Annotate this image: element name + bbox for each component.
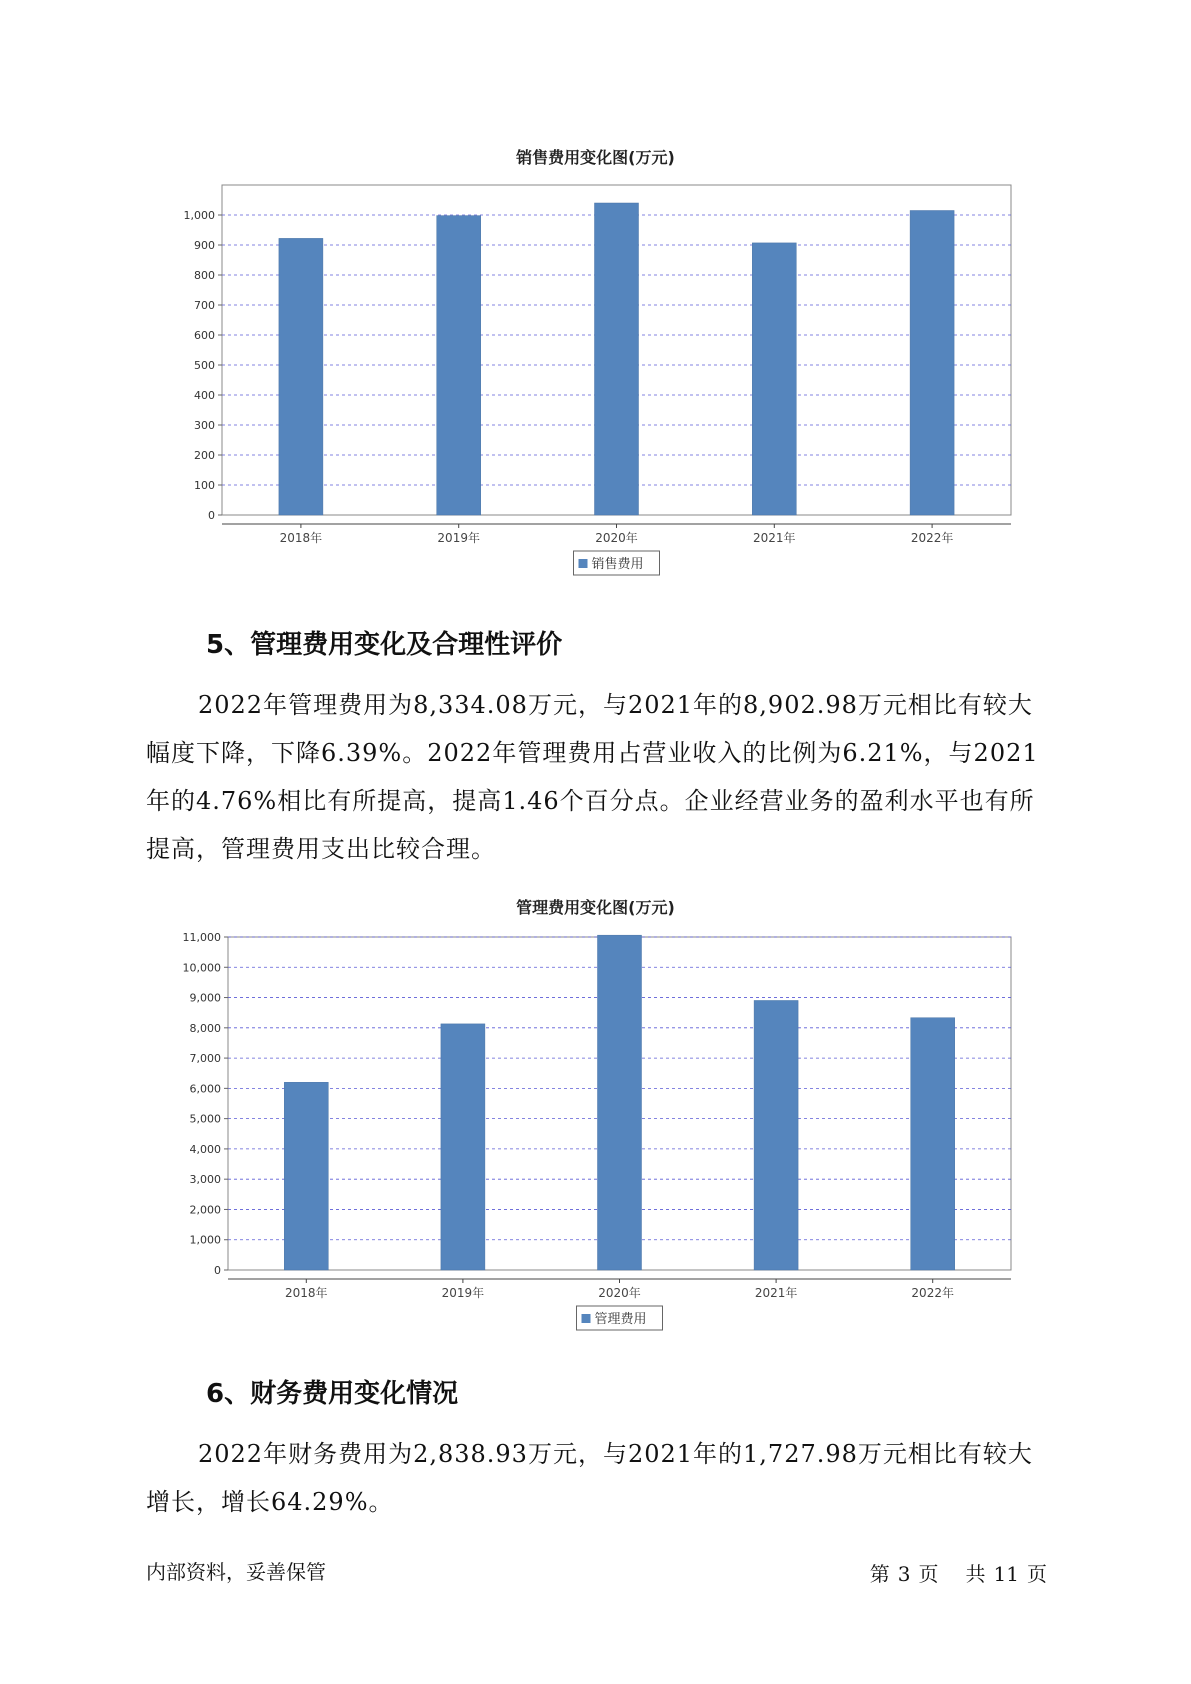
- bar: [595, 203, 639, 515]
- footer-page-prefix: 第: [869, 1562, 890, 1586]
- chart2-title: 管理费用变化图(万元): [516, 898, 675, 917]
- y-tick-label: 1,000: [183, 209, 215, 222]
- y-tick-label: 300: [194, 419, 215, 432]
- bar: [441, 1024, 485, 1270]
- y-tick-label: 0: [208, 509, 215, 522]
- bar: [752, 243, 796, 515]
- y-tick-label: 900: [194, 239, 215, 252]
- section6-heading: 6、财务费用变化情况: [206, 1379, 459, 1409]
- legend-label: 销售费用: [591, 557, 644, 572]
- x-tick-label: 2018年: [285, 1286, 328, 1300]
- y-tick-label: 11,000: [182, 931, 221, 944]
- y-tick-label: 400: [194, 389, 215, 402]
- x-tick-label: 2022年: [911, 1286, 954, 1300]
- footer-total-num: 11: [993, 1562, 1019, 1586]
- section5-heading: 5、管理费用变化及合理性评价: [206, 630, 563, 660]
- x-tick-label: 2021年: [754, 1286, 798, 1300]
- bar: [910, 211, 954, 516]
- bar: [284, 1082, 328, 1270]
- y-tick-label: 200: [194, 449, 215, 462]
- y-tick-label: 0: [214, 1264, 221, 1277]
- y-tick-label: 100: [194, 479, 215, 492]
- legend-swatch: [579, 559, 588, 568]
- chart1-title: 销售费用变化图(万元): [516, 148, 675, 167]
- x-tick-label: 2022年: [910, 531, 954, 545]
- footer-total-prefix: 共: [965, 1562, 986, 1586]
- footer-page-word: 页: [918, 1562, 939, 1586]
- footer-page-info: [866, 1558, 1051, 1587]
- y-tick-label: 700: [194, 299, 215, 312]
- x-tick-label: 2018年: [279, 531, 323, 545]
- y-tick-label: 6,000: [189, 1082, 221, 1096]
- y-tick-label: 1,000: [189, 1233, 221, 1247]
- y-tick-label: 9,000: [189, 991, 221, 1005]
- management-expense-chart: [0, 920, 1191, 1340]
- sales-expense-chart: [0, 170, 1191, 590]
- y-tick-label: 2,000: [189, 1203, 221, 1217]
- legend-swatch: [582, 1314, 591, 1323]
- section5-paragraph: 2022年管理费用为8,334.08万元，与2021年的8,902.98万元相比有较大幅度下降，下降6.39%。2022年管理费用占营业收入的比例为6.21%，与2021年的4.76%相比有所提高，提高1.46个百分点。企业经营业务的盈利水平也有所提高，管理费用支出比较合理。: [146, 691, 1039, 863]
- x-tick-label: 2021年: [753, 531, 796, 545]
- bar: [911, 1018, 955, 1270]
- footer-note: 内部资料，妥善保管: [146, 1560, 326, 1584]
- y-tick-label: 4,000: [189, 1142, 221, 1156]
- bar: [754, 1000, 798, 1270]
- footer-page-num: 3: [897, 1562, 911, 1586]
- y-tick-label: 8,000: [189, 1021, 221, 1035]
- y-tick-label: 10,000: [182, 961, 221, 975]
- footer-total-word: 页: [1027, 1562, 1047, 1586]
- bar: [437, 216, 481, 515]
- bar: [279, 238, 323, 515]
- x-tick-label: 2019年: [441, 1286, 485, 1300]
- y-tick-label: 5,000: [189, 1112, 221, 1126]
- x-tick-label: 2019年: [437, 531, 480, 545]
- y-tick-label: 7,000: [189, 1052, 221, 1066]
- y-tick-label: 800: [194, 269, 215, 282]
- legend-label: 管理费用: [594, 1312, 647, 1327]
- x-tick-label: 2020年: [598, 1286, 641, 1300]
- y-tick-label: 500: [194, 359, 215, 372]
- x-tick-label: 2020年: [595, 531, 638, 545]
- y-tick-label: 3,000: [189, 1173, 221, 1187]
- bar: [598, 935, 642, 1270]
- y-tick-label: 600: [194, 329, 215, 342]
- section6-paragraph: 2022年财务费用为2,838.93万元，与2021年的1,727.98万元相比有较大增长，增长64.29%。: [146, 1440, 1033, 1516]
